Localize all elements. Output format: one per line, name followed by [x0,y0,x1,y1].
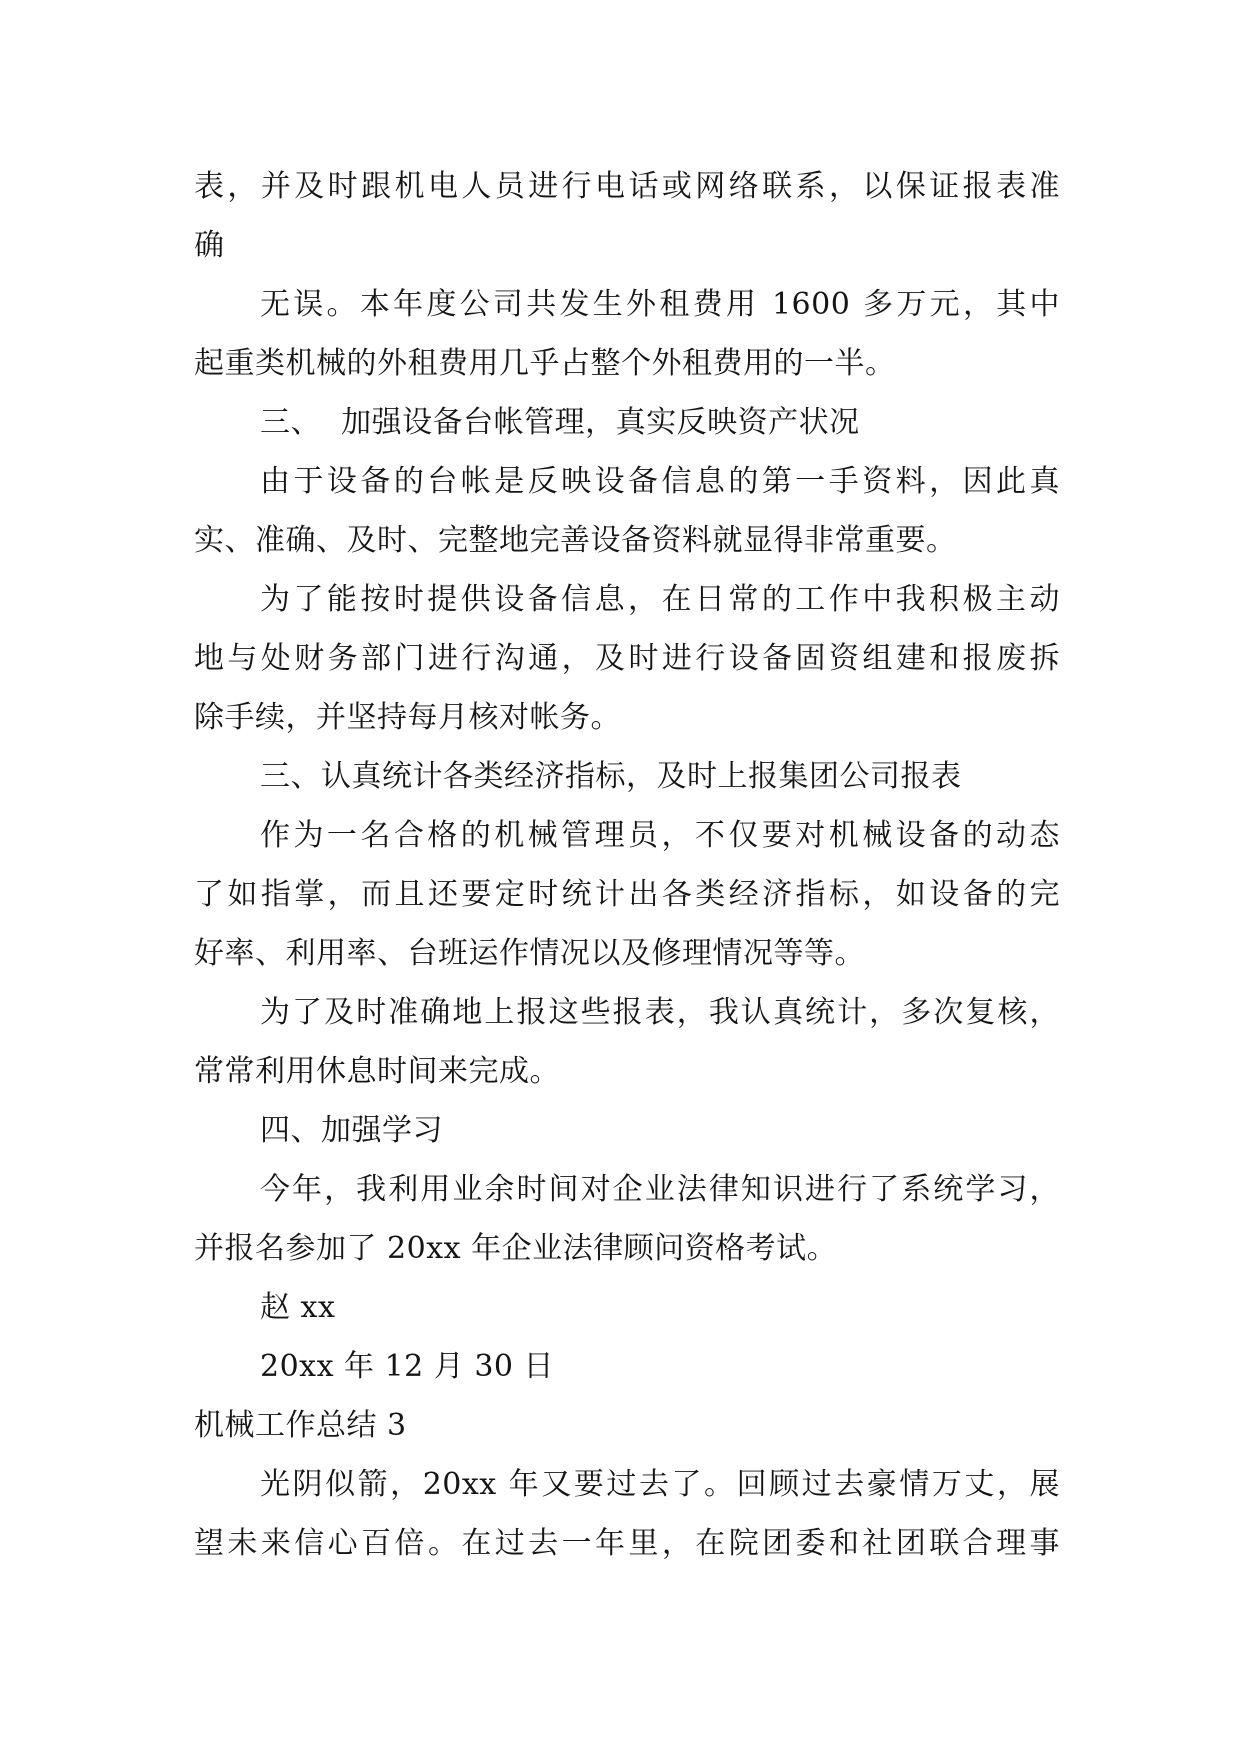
body-line: 为了及时准确地上报这些报表，我认真统计，多次复核， [260,995,1060,1030]
body-line: 无误。本年度公司共发生外租费用 1600 多万元，其中 [260,287,1060,322]
body-line: 确 [194,228,225,263]
body-line: 作为一名合格的机械管理员，不仅要对机械设备的动态 [260,818,1060,853]
body-line: 光阴似箭，20xx 年又要过去了。回顾过去豪情万丈，展 [260,1467,1060,1502]
body-line: 地与处财务部门进行沟通，及时进行设备固资组建和报废拆 [194,641,1060,676]
body-line: 望未来信心百倍。在过去一年里，在院团委和社团联合理事 [194,1526,1060,1561]
section-heading: 三、认真统计各类经济指标，及时上报集团公司报表 [260,759,962,794]
body-line: 今年，我利用业余时间对企业法律知识进行了系统学习， [260,1172,1060,1207]
body-line: 了如指掌，而且还要定时统计出各类经济指标，如设备的完 [194,877,1060,912]
section-heading: 四、加强学习 [260,1113,443,1148]
body-line: 常常利用休息时间来完成。 [194,1054,560,1089]
body-line: 好率、利用率、台班运作情况以及修理情况等等。 [194,936,865,971]
document-title: 机械工作总结 3 [194,1408,407,1443]
body-line: 起重类机械的外租费用几乎占整个外租费用的一半。 [194,346,896,381]
body-line: 除手续，并坚持每月核对帐务。 [194,700,621,735]
body-line: 为了能按时提供设备信息，在日常的工作中我积极主动 [260,582,1060,617]
body-line: 由于设备的台帐是反映设备信息的第一手资料，因此真 [260,464,1060,499]
document-body [194,157,1060,1573]
body-line: 并报名参加了 20xx 年企业法律顾问资格考试。 [194,1231,838,1266]
signature-date: 20xx 年 12 月 30 日 [260,1349,555,1384]
signature-name: 赵 xx [260,1290,336,1325]
section-heading: 三、 加强设备台帐管理，真实反映资产状况 [260,405,860,440]
body-line: 表，并及时跟机电人员进行电话或网络联系，以保证报表准 [194,169,1060,204]
body-line: 实、准确、及时、完整地完善设备资料就显得非常重要。 [194,523,957,558]
